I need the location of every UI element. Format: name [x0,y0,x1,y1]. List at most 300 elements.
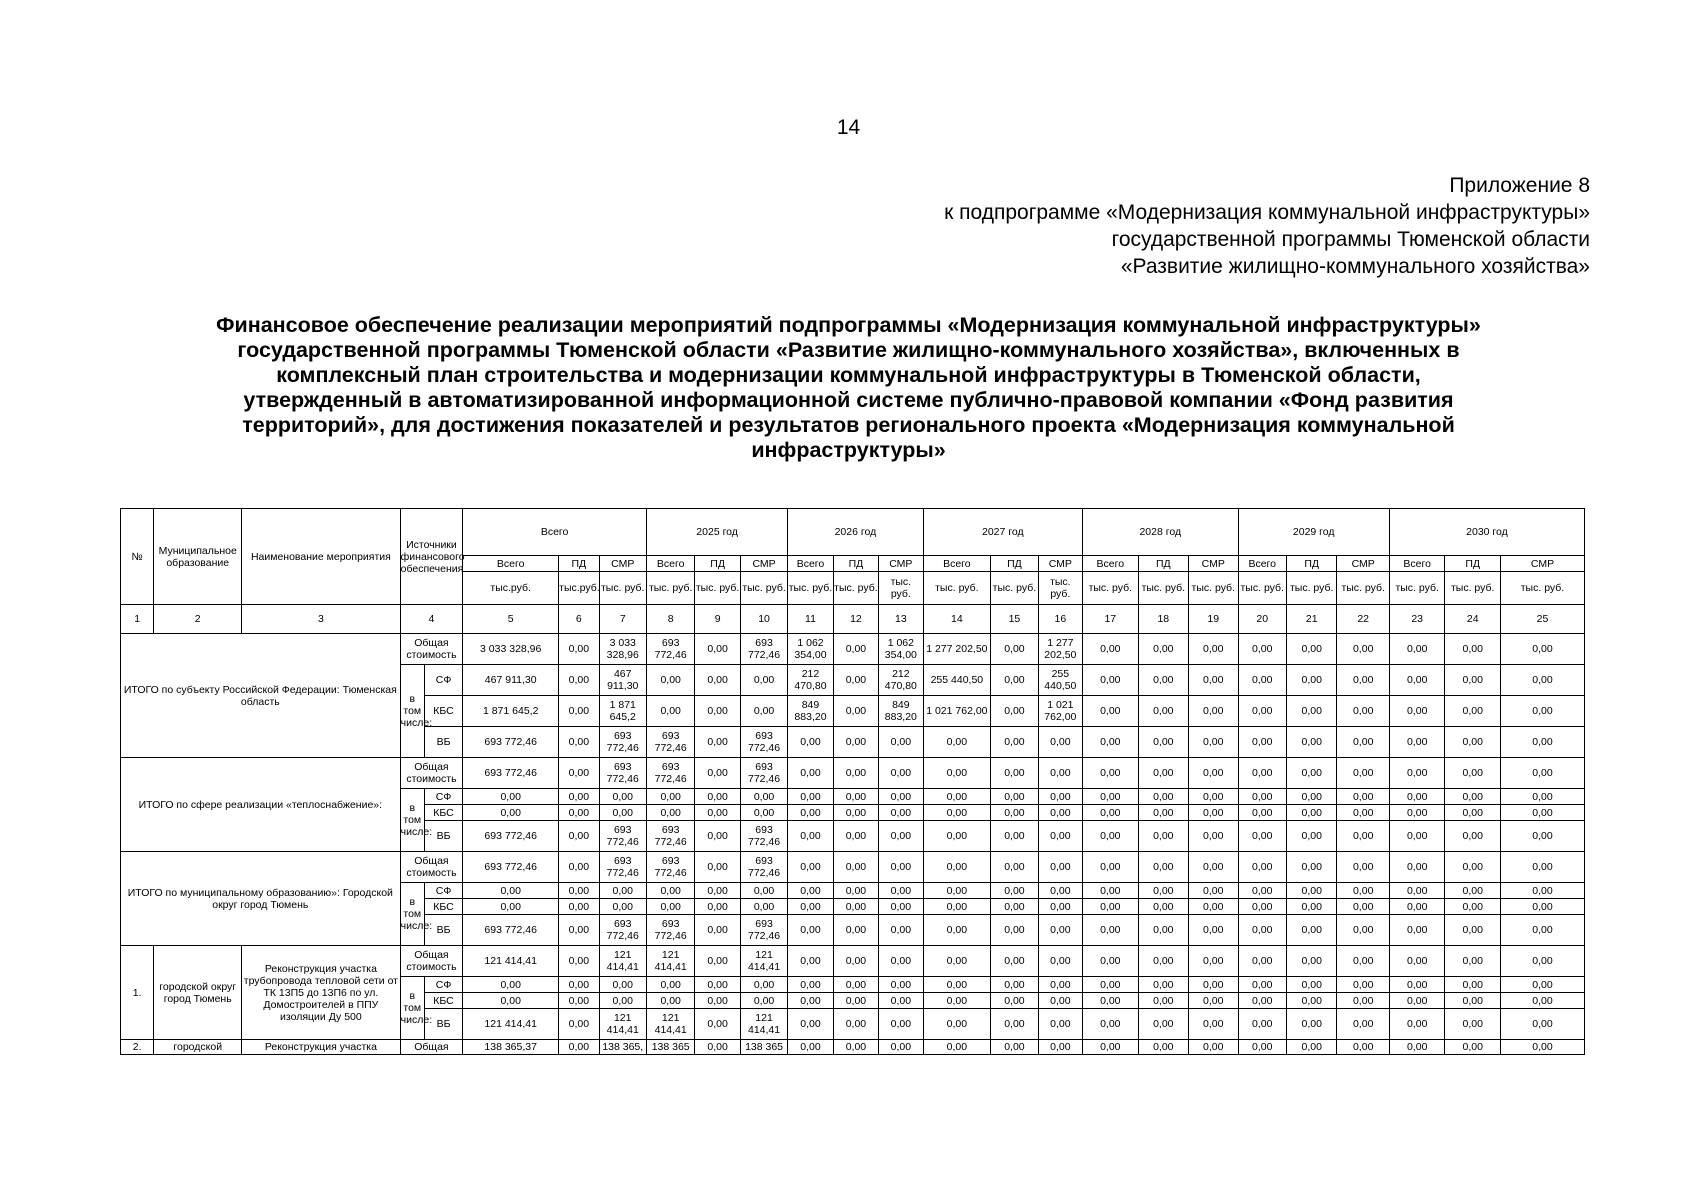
value-cell: 0,00 [1189,634,1238,665]
value-cell: 0,00 [833,1040,878,1055]
value-cell: 0,00 [1389,821,1445,852]
value-cell: 0,00 [1189,696,1238,727]
value-cell: 0,00 [1286,727,1336,758]
appendix-line: Приложение 8 [1449,174,1590,197]
value-cell: 0,00 [1445,727,1501,758]
col-subheader: СМР [1500,556,1584,572]
value-cell: 0,00 [1083,696,1139,727]
value-cell: 0,00 [923,946,991,977]
value-cell: 0,00 [559,899,599,915]
value-cell: 0,00 [1500,915,1584,946]
value-cell: 255 440,50 [923,665,991,696]
value-cell: 0,00 [1445,1040,1501,1055]
value-cell: 0,00 [879,993,923,1009]
value-cell: 0,00 [1337,1009,1390,1040]
value-cell: 0,00 [923,821,991,852]
value-cell: 0,00 [991,915,1038,946]
value-cell: 0,00 [1038,899,1082,915]
title-line: инфраструктуры» [751,438,946,462]
col-group-header: 2030 год [1389,509,1584,556]
value-cell: 0,00 [559,977,599,993]
col-number: 13 [879,605,923,634]
value-cell: 0,00 [1138,899,1188,915]
value-cell: 0,00 [1500,634,1584,665]
value-cell: 0,00 [1500,977,1584,993]
value-cell: 0,00 [923,789,991,805]
value-cell: 693 772,46 [599,727,646,758]
source-label-total: Общая [400,1040,463,1055]
value-cell: 0,00 [1389,1009,1445,1040]
value-cell: 0,00 [1189,883,1238,899]
value-cell: 0,00 [1038,977,1082,993]
source-label-sf: СФ [424,665,462,696]
col-number: 2 [154,605,242,634]
value-cell: 0,00 [1337,946,1390,977]
value-cell: 0,00 [695,696,740,727]
col-units: тыс. руб. [833,572,878,605]
title-line: Финансовое обеспечение реализации мероприятий подпрограммы «Модернизация коммунальной инфраструктуры» [216,313,1481,337]
source-label-incl: в том числе: [400,977,424,1040]
block-label: ИТОГО по субъекту Российской Федерации: Тюменская область [121,634,401,758]
value-cell: 467 911,30 [599,665,646,696]
value-cell: 0,00 [646,805,694,821]
value-cell: 0,00 [1138,883,1188,899]
value-cell: 0,00 [833,915,878,946]
value-cell: 0,00 [991,665,1038,696]
value-cell: 0,00 [1445,1009,1501,1040]
value-cell: 0,00 [1189,1040,1238,1055]
value-cell: 693 772,46 [463,821,559,852]
value-cell: 0,00 [1189,915,1238,946]
value-cell: 693 772,46 [646,852,694,883]
value-cell: 0,00 [1445,805,1501,821]
source-label-total: Общая стоимость [400,946,463,977]
col-number: 6 [559,605,599,634]
source-label-vb: ВБ [424,821,462,852]
source-label-incl: в том числе: [400,665,424,758]
value-cell: 1 021 762,00 [1038,696,1082,727]
value-cell: 0,00 [1138,665,1188,696]
value-cell: 121 414,41 [599,1009,646,1040]
value-cell: 0,00 [1286,946,1336,977]
value-cell: 0,00 [1445,789,1501,805]
value-cell: 693 772,46 [646,758,694,789]
value-cell: 1 871 645,2 [463,696,559,727]
col-subheader: СМР [1337,556,1390,572]
col-number: 25 [1500,605,1584,634]
col-number: 9 [695,605,740,634]
item-number: 2. [121,1040,154,1055]
value-cell: 0,00 [833,696,878,727]
value-cell: 0,00 [1500,899,1584,915]
value-cell: 0,00 [559,852,599,883]
col-units: тыс. руб. [879,572,923,605]
value-cell: 0,00 [1389,758,1445,789]
value-cell: 0,00 [1083,758,1139,789]
value-cell: 0,00 [1083,977,1139,993]
value-cell: 0,00 [923,727,991,758]
source-label-vb: ВБ [424,727,462,758]
value-cell: 0,00 [740,789,787,805]
value-cell: 0,00 [1389,883,1445,899]
source-label-total: Общая стоимость [400,852,463,883]
col-number: 19 [1189,605,1238,634]
value-cell: 0,00 [463,993,559,1009]
value-cell: 0,00 [740,883,787,899]
value-cell: 0,00 [1238,665,1286,696]
value-cell: 0,00 [559,946,599,977]
col-units: тыс.руб. [463,572,559,605]
page-number: 14 [836,116,861,139]
value-cell: 255 440,50 [1038,665,1082,696]
value-cell: 0,00 [559,789,599,805]
value-cell: 0,00 [1337,883,1390,899]
value-cell: 121 414,41 [463,1009,559,1040]
value-cell: 0,00 [1337,852,1390,883]
value-cell: 0,00 [1083,821,1139,852]
value-cell: 0,00 [1337,805,1390,821]
table-row [121,509,1585,556]
col-number: 4 [400,605,463,634]
value-cell: 0,00 [1500,696,1584,727]
value-cell: 0,00 [1389,946,1445,977]
value-cell: 0,00 [991,899,1038,915]
value-cell: 0,00 [1238,696,1286,727]
value-cell: 0,00 [463,977,559,993]
col-subheader: ПД [695,556,740,572]
value-cell: 0,00 [1389,634,1445,665]
value-cell: 0,00 [1286,993,1336,1009]
value-cell: 0,00 [1286,899,1336,915]
value-cell: 849 883,20 [879,696,923,727]
value-cell: 0,00 [833,634,878,665]
value-cell: 121 414,41 [463,946,559,977]
col-units: тыс. руб. [1337,572,1390,605]
col-subheader: СМР [1038,556,1082,572]
value-cell: 0,00 [559,634,599,665]
value-cell: 0,00 [695,993,740,1009]
value-cell: 0,00 [1238,946,1286,977]
value-cell: 0,00 [1337,977,1390,993]
value-cell: 0,00 [1389,727,1445,758]
value-cell: 0,00 [559,821,599,852]
value-cell: 0,00 [991,946,1038,977]
value-cell: 0,00 [1286,1009,1336,1040]
value-cell: 0,00 [788,727,833,758]
value-cell: 0,00 [879,727,923,758]
value-cell: 0,00 [559,1009,599,1040]
value-cell: 0,00 [740,977,787,993]
value-cell: 0,00 [833,946,878,977]
value-cell: 0,00 [1337,821,1390,852]
value-cell: 0,00 [463,789,559,805]
value-cell: 0,00 [1286,665,1336,696]
value-cell: 0,00 [1189,758,1238,789]
value-cell: 0,00 [991,821,1038,852]
value-cell: 0,00 [1238,977,1286,993]
source-label-kbs: КБС [424,899,462,915]
title-line: территорий», для достижения показателей и результатов регионального проекта «Модернизация коммунальной [242,413,1455,437]
value-cell: 0,00 [1286,883,1336,899]
col-subheader: ПД [833,556,878,572]
item-municipality: городской округ город Тюмень [154,946,242,1040]
value-cell: 0,00 [991,696,1038,727]
value-cell: 0,00 [1445,899,1501,915]
col-units: тыс. руб. [923,572,991,605]
value-cell: 1 062 354,00 [879,634,923,665]
value-cell: 0,00 [1238,805,1286,821]
value-cell: 0,00 [1238,883,1286,899]
value-cell: 0,00 [1138,852,1188,883]
value-cell: 0,00 [1038,1009,1082,1040]
value-cell: 0,00 [1189,665,1238,696]
value-cell: 0,00 [559,1040,599,1055]
value-cell: 0,00 [1500,805,1584,821]
value-cell: 0,00 [695,883,740,899]
value-cell: 0,00 [1083,1040,1139,1055]
value-cell: 0,00 [599,805,646,821]
value-cell: 0,00 [833,1009,878,1040]
value-cell: 693 772,46 [599,852,646,883]
col-number: 15 [991,605,1038,634]
col-number: 17 [1083,605,1139,634]
value-cell: 212 470,80 [788,665,833,696]
col-number: 3 [242,605,401,634]
value-cell: 0,00 [1389,665,1445,696]
value-cell: 0,00 [695,727,740,758]
col-number: 14 [923,605,991,634]
col-units: тыс. руб. [599,572,646,605]
source-label-kbs: КБС [424,805,462,821]
source-label-total: Общая стоимость [400,634,463,665]
col-subheader: Всего [1083,556,1139,572]
value-cell: 121 414,41 [599,946,646,977]
col-number: 22 [1337,605,1390,634]
value-cell: 0,00 [646,993,694,1009]
col-units: тыс. руб. [1138,572,1188,605]
source-label-vb: ВБ [424,1009,462,1040]
value-cell: 0,00 [1189,805,1238,821]
col-number: 10 [740,605,787,634]
value-cell: 0,00 [695,1009,740,1040]
value-cell: 0,00 [1500,993,1584,1009]
value-cell: 0,00 [1083,915,1139,946]
financing-table [120,508,1585,1055]
value-cell: 0,00 [646,665,694,696]
value-cell: 0,00 [833,821,878,852]
col-number: 7 [599,605,646,634]
value-cell: 0,00 [1083,899,1139,915]
value-cell: 0,00 [833,899,878,915]
title-line: комплексный план строительства и модернизации коммунальной инфраструктуры в Тюменской области, [276,363,1421,387]
value-cell: 693 772,46 [740,821,787,852]
value-cell: 0,00 [1500,821,1584,852]
value-cell: 0,00 [1083,634,1139,665]
value-cell: 0,00 [1337,915,1390,946]
col-group-header: 2028 год [1083,509,1238,556]
title-line: государственной программы Тюменской области «Развитие жилищно-коммунального хозяйства», включенных в [237,338,1460,362]
value-cell: 693 772,46 [740,915,787,946]
value-cell: 0,00 [1038,883,1082,899]
value-cell: 212 470,80 [879,665,923,696]
value-cell: 0,00 [879,852,923,883]
col-group-header: 2026 год [788,509,923,556]
value-cell: 0,00 [833,789,878,805]
value-cell: 1 062 354,00 [788,634,833,665]
value-cell: 0,00 [559,915,599,946]
col-group-header: 2027 год [923,509,1083,556]
value-cell: 0,00 [1500,883,1584,899]
value-cell: 0,00 [833,993,878,1009]
value-cell: 138 365 [740,1040,787,1055]
value-cell: 0,00 [923,915,991,946]
value-cell: 0,00 [1189,946,1238,977]
value-cell: 0,00 [923,1009,991,1040]
value-cell: 0,00 [695,946,740,977]
value-cell: 0,00 [695,758,740,789]
value-cell: 0,00 [1389,789,1445,805]
value-cell: 0,00 [879,758,923,789]
value-cell: 693 772,46 [646,821,694,852]
value-cell: 0,00 [1238,1040,1286,1055]
value-cell: 0,00 [923,977,991,993]
value-cell: 0,00 [695,852,740,883]
value-cell: 0,00 [695,1040,740,1055]
value-cell: 0,00 [879,946,923,977]
value-cell: 0,00 [1083,1009,1139,1040]
value-cell: 0,00 [1083,727,1139,758]
appendix-line: «Развитие жилищно-коммунального хозяйства» [1120,255,1590,278]
value-cell: 693 772,46 [740,852,787,883]
value-cell: 0,00 [923,899,991,915]
value-cell: 0,00 [833,727,878,758]
value-cell: 0,00 [646,789,694,805]
value-cell: 693 772,46 [740,758,787,789]
col-units: тыс. руб. [1445,572,1501,605]
source-label-kbs: КБС [424,993,462,1009]
title-line: утвержденный в автоматизированной информационной системе публично-правовой компании «Фонд развития [243,388,1454,412]
item-number: 1. [121,946,154,1040]
item-municipality: городской [154,1040,242,1055]
value-cell: 0,00 [788,977,833,993]
value-cell: 0,00 [1138,993,1188,1009]
value-cell: 0,00 [1038,821,1082,852]
col-subheader: Всего [1238,556,1286,572]
value-cell: 0,00 [879,805,923,821]
value-cell: 693 772,46 [599,758,646,789]
value-cell: 0,00 [1337,899,1390,915]
value-cell: 0,00 [599,899,646,915]
value-cell: 0,00 [1445,696,1501,727]
value-cell: 138 365,37 [463,1040,559,1055]
value-cell: 0,00 [646,883,694,899]
value-cell: 0,00 [1238,789,1286,805]
value-cell: 0,00 [1038,852,1082,883]
value-cell: 0,00 [1389,852,1445,883]
value-cell: 0,00 [1238,899,1286,915]
value-cell: 1 871 645,2 [599,696,646,727]
value-cell: 0,00 [991,634,1038,665]
value-cell: 0,00 [788,805,833,821]
col-subheader: ПД [1445,556,1501,572]
value-cell: 0,00 [991,1009,1038,1040]
value-cell: 0,00 [463,883,559,899]
value-cell: 0,00 [879,915,923,946]
value-cell: 0,00 [1238,852,1286,883]
value-cell: 0,00 [879,789,923,805]
value-cell: 0,00 [1286,852,1336,883]
col-units: тыс. руб. [740,572,787,605]
value-cell: 0,00 [788,883,833,899]
source-label-vb: ВБ [424,915,462,946]
value-cell: 0,00 [991,883,1038,899]
value-cell: 0,00 [1138,805,1188,821]
value-cell: 0,00 [1389,1040,1445,1055]
col-group-header: Всего [463,509,647,556]
value-cell: 0,00 [1445,821,1501,852]
value-cell: 0,00 [833,805,878,821]
value-cell: 121 414,41 [646,946,694,977]
value-cell: 693 772,46 [599,915,646,946]
value-cell: 0,00 [1445,993,1501,1009]
value-cell: 0,00 [788,758,833,789]
value-cell: 0,00 [788,915,833,946]
col-header-event-name: Наименование мероприятия [242,509,401,605]
value-cell: 0,00 [1500,789,1584,805]
value-cell: 0,00 [1083,665,1139,696]
value-cell: 693 772,46 [463,915,559,946]
col-subheader: СМР [599,556,646,572]
value-cell: 0,00 [1238,993,1286,1009]
value-cell: 0,00 [1138,946,1188,977]
value-cell: 0,00 [740,805,787,821]
value-cell: 0,00 [1038,1040,1082,1055]
value-cell: 0,00 [879,1009,923,1040]
value-cell: 0,00 [1238,634,1286,665]
value-cell: 0,00 [991,977,1038,993]
col-units: тыс. руб. [1389,572,1445,605]
table-row [121,946,1585,977]
value-cell: 0,00 [1138,915,1188,946]
col-subheader: ПД [991,556,1038,572]
value-cell: 0,00 [1445,946,1501,977]
col-subheader: ПД [1138,556,1188,572]
value-cell: 0,00 [991,789,1038,805]
value-cell: 0,00 [1337,789,1390,805]
document-title [120,313,1577,463]
value-cell: 0,00 [1389,977,1445,993]
value-cell: 0,00 [695,977,740,993]
value-cell: 0,00 [991,1040,1038,1055]
value-cell: 1 021 762,00 [923,696,991,727]
value-cell: 0,00 [1500,1040,1584,1055]
value-cell: 0,00 [788,946,833,977]
source-label-incl: в том числе: [400,883,424,946]
value-cell: 693 772,46 [646,915,694,946]
col-units: тыс. руб. [991,572,1038,605]
value-cell: 0,00 [788,1040,833,1055]
value-cell: 0,00 [1138,1009,1188,1040]
value-cell: 0,00 [788,1009,833,1040]
value-cell: 0,00 [1189,1009,1238,1040]
col-number: 5 [463,605,559,634]
value-cell: 0,00 [1286,789,1336,805]
table-row [121,852,1585,883]
col-number: 11 [788,605,833,634]
value-cell: 0,00 [923,1040,991,1055]
col-units: тыс. руб. [1238,572,1286,605]
value-cell: 0,00 [833,883,878,899]
